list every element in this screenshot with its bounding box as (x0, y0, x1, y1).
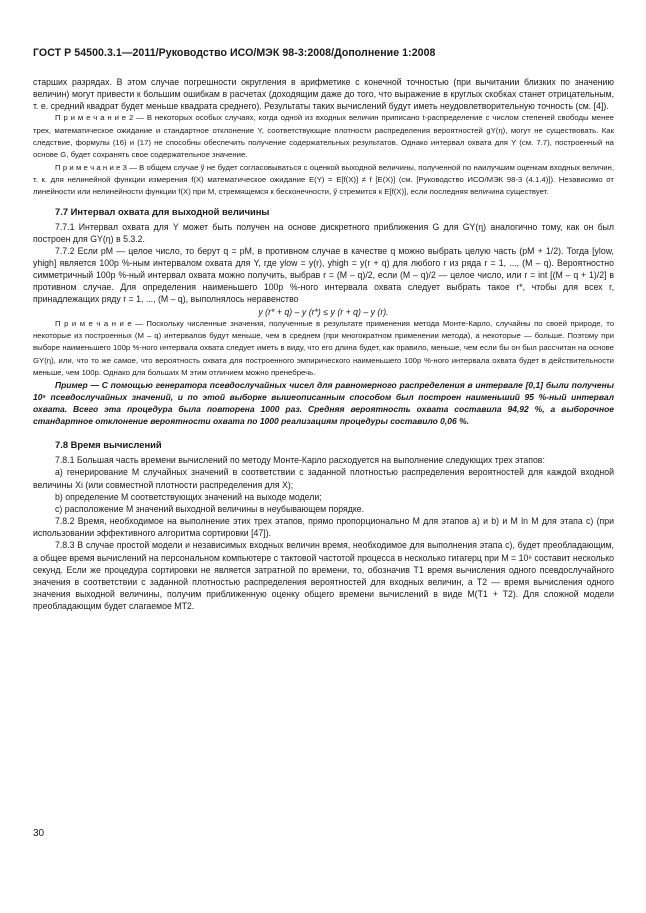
paragraph-7-8-1: 7.8.1 Большая часть времени вычислений по методу Монте-Карло расходуется на выполнение следующих трех этапов: (55, 455, 545, 466)
section-heading-7-7: 7.7 Интервал охвата для выходной величины (55, 205, 270, 217)
paragraph-7-8-2: 7.8.2 Время, необходимое на выполнение этих трех этапов, прямо пропорционально M для этапов а) и b) и M ln M для этапа с) (при использовании эффективного алгоритма сортировки [47]). (33, 516, 614, 539)
paragraph-continuation: старших разрядах. В этом случае погрешности округления в арифметике с конечной точностью (при вычитании близких по значению величин) могут привести к большим ошибкам в расчетах (доходящим даже до того, что выражение в круглых скобках станет отрицательным, т. е. средний квадрат будет меньше квадрата среднего). Результаты таких вычислений будут иметь неудовлетворительную точность (см. [4]). (33, 77, 614, 112)
page-header: ГОСТ Р 54500.3.1—2011/Руководство ИСО/МЭК 98-3:2008/Дополнение 1:2008 (33, 47, 436, 59)
list-item-b: b) определение M соответствующих значений на выходе модели; (55, 491, 322, 502)
note-4: П р и м е ч а н и е — Поскольку численные значения, полученные в результате применения метода Монте-Карло, случайны по своей природе, то некоторые из построенных (M – q) интервалов будут меньше, чем в среднем (при многократном применении метода), а некоторые — больше. Поэтому при выборе наименьшего 100p %-ного интервала охвата следует иметь в виду, что его длина будет, как правило, меньше, чем если бы он был рассчитан на основе GY(η), или, что то же самое, что вероятность охвата для построенного эмпирического наименьшего 100p %-ного интервала охвата будет в действительности меньше, чем 100p. Однако для больших M этим отличием можно пренебречь. (33, 318, 614, 377)
page-number: 30 (33, 828, 45, 839)
paragraph-7-7-1: 7.7.1 Интервал охвата для Y может быть получен на основе дискретного приближения G для GY(η) аналогично тому, как он был построен для GY(η) в 5.3.2. (33, 221, 614, 244)
paragraph-7-7-2: 7.7.2 Если pM — целое число, то берут q = pM, в противном случае в качестве q можно выбрать целую часть (pM + 1/2). Тогда [ylow, yhigh] является 100p %-ным интервалом охвата для Y, где ylow = y(r), yhigh = y(r + q) для любого r из ряда r = 1, ..., (M – q). Вероятностно симметричный 100p %-ный интервал охвата можно получить, выбрав r = (M – q)/2, если (M – q)/2 — целое число, или r = int [(M – q + 1)/2] в противном случае. Для определения наименьшего 100p %-ного интервала охвата следует выбрать такое r*, чтобы для всех r, принадлежащих ряду r = 1, ..., (M – q), выполнялось неравенство (33, 245, 614, 305)
inequality-formula: y (r* + q) – y (r*) ≤ y (r + q) – y (r). (258, 306, 389, 317)
example-paragraph: Пример — С помощью генератора псевдослучайных чисел для равномерного распределения в интервале [0,1] были получены 10⁵ псевдослучайных значений, и по этой выборке вышеописанным способом был построен наименьший 95 %-ный интервал охвата. Всего эта процедура была повторена 1000 раз. Средняя вероятность охвата составила 94,92 %, а выборочное стандартное отклонение вероятности охвата по 1000 реализациям процедуры составило 0,06 %. (33, 380, 614, 427)
paragraph-7-8-3: 7.8.3 В случае простой модели и независимых входных величин время, необходимое для выполнения этапа с), будет преобладающим, а общее время вычислений на персональном компьютере с тактовой частотой процесса в несколько гигагерц при M = 10⁶ составит несколько секунд. Если же процедура сортировки не является затратной по времени, то, обозначив T1 время вычисления одного псевдослучайного значения в соответствии с заданной плотностью распределения вероятностей для входных величин, а T2 — время вычисления одного значения выходной величины, получим приближенную оценку общего времени вычислений в виде M(T1 + T2). Для сложной модели преобладающим будет слагаемое MT2. (33, 540, 614, 612)
note-3: П р и м е ч а н и е 3 — В общем случае ỹ не будет согласовываться с оценкой выходной величины, полученной по наилучшим оценкам входных величин, т. к. для нелинейной функции измерения f(X) математическое ожидание E(Y) = E[f(X)] ≠ f [E(X)] (см. [Руководство ИСО/МЭК 98-3 (4.1.4)]). Независимо от линейности или нелинейности функции f(X) при M, стремящемся к бесконечности, ỹ стремится к E[f(X)], если последняя величина существует. (33, 162, 614, 197)
page-content (33, 76, 614, 612)
note-2: П р и м е ч а н и е 2 — В некоторых особых случаях, когда одной из входных величин приписано t-распределение с числом степеней свободы менее трех, математическое ожидание и стандартное отклонение Y, соответствующие плотности распределения вероятностей gY(η), могут не существовать. Как следствие, формулы (16) и (17) не способны обеспечить получение содержательных результатов. Однако интервал охвата для Y (см. 7.7), построенный на основе G, будет сохранять свое содержательное значение. (33, 113, 614, 160)
section-heading-7-8: 7.8 Время вычислений (55, 439, 162, 451)
list-item-c: c) расположение M значений выходной величины в неубывающем порядке. (55, 503, 365, 514)
list-item-a: а) генерирование M случайных значений в соответствии с заданной плотностью распределения вероятностей для каждой входной величины Xi (или совместной плотности распределения для X); (33, 467, 614, 490)
